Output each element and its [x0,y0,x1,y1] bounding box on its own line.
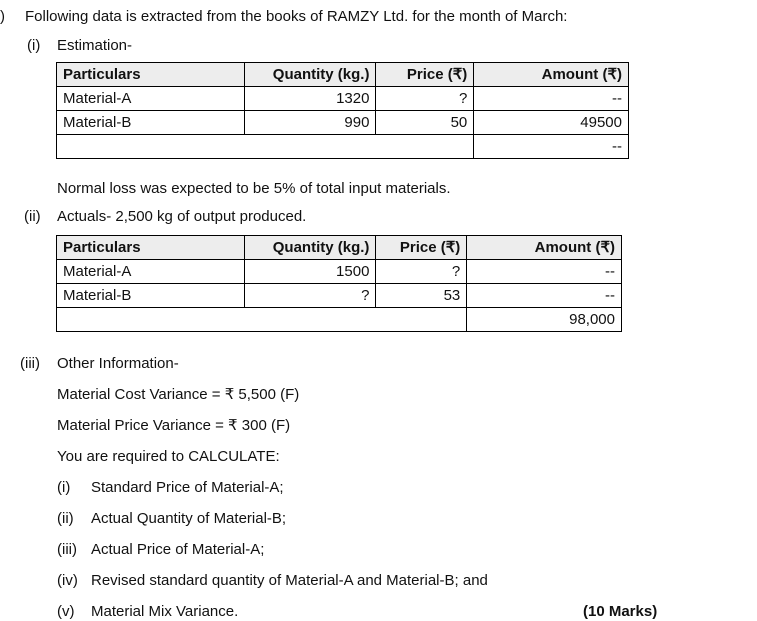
header-amount: Amount (₹) [467,236,622,260]
requirement-instruction: You are required to CALCULATE: [57,448,280,465]
cell-total-amount: -- [474,135,629,159]
question-label: ) [0,8,5,25]
section2-numeral: (ii) [24,208,41,225]
requirement-numeral: (i) [57,479,71,496]
cell-amount: 49500 [474,111,629,135]
table-row [57,284,622,308]
material-cost-variance: Material Cost Variance = ₹ 5,500 (F) [57,386,300,403]
section3-numeral: (iii) [20,355,40,372]
table-row [57,260,622,284]
table-header-row [57,236,622,260]
section2-title: Actuals- 2,500 kg of output produced. [57,208,307,225]
requirement-numeral: (ii) [57,510,74,527]
table-total-row [57,135,629,159]
cell-particulars: Material-B [57,111,245,135]
requirement-text: Revised standard quantity of Material-A and Material-B; and [91,572,488,589]
table-row [57,87,629,111]
table-row [57,111,629,135]
cell-amount: -- [467,284,622,308]
header-amount: Amount (₹) [474,63,629,87]
material-price-variance: Material Price Variance = ₹ 300 (F) [57,417,291,434]
header-price: Price (₹) [376,63,474,87]
table-header-row [57,63,629,87]
cell-quantity: 1320 [244,87,376,111]
cell-total-blank [57,308,467,332]
cell-quantity: 990 [244,111,376,135]
normal-loss-note: Normal loss was expected to be 5% of total input materials. [57,180,451,197]
estimation-table [56,62,629,159]
cell-price: ? [376,260,467,284]
cell-particulars: Material-A [57,260,245,284]
requirement-numeral: (v) [57,603,75,620]
requirement-text: Actual Quantity of Material-B; [91,510,287,527]
cell-quantity: 1500 [244,260,376,284]
requirement-numeral: (iv) [57,572,78,589]
cell-price: 50 [376,111,474,135]
header-price: Price (₹) [376,236,467,260]
cell-particulars: Material-A [57,87,245,111]
cell-amount: -- [474,87,629,111]
table-total-row [57,308,622,332]
cell-price: ? [376,87,474,111]
cell-particulars: Material-B [57,284,245,308]
cell-total-blank [57,135,474,159]
requirement-text: Actual Price of Material-A; [91,541,265,558]
marks-label: (10 Marks) [583,603,658,620]
actuals-table [56,235,622,332]
requirement-text: Material Mix Variance. [91,603,239,620]
requirement-text: Standard Price of Material-A; [91,479,284,496]
section1-title: Estimation- [57,37,133,54]
section1-numeral: (i) [27,37,41,54]
question-intro: Following data is extracted from the books of RAMZY Ltd. for the month of March: [25,8,568,25]
cell-amount: -- [467,260,622,284]
header-quantity: Quantity (kg.) [244,63,376,87]
requirement-numeral: (iii) [57,541,77,558]
cell-price: 53 [376,284,467,308]
cell-total-amount: 98,000 [467,308,622,332]
cell-quantity: ? [244,284,376,308]
section3-title: Other Information- [57,355,179,372]
header-quantity: Quantity (kg.) [244,236,376,260]
header-particulars: Particulars [57,236,245,260]
header-particulars: Particulars [57,63,245,87]
